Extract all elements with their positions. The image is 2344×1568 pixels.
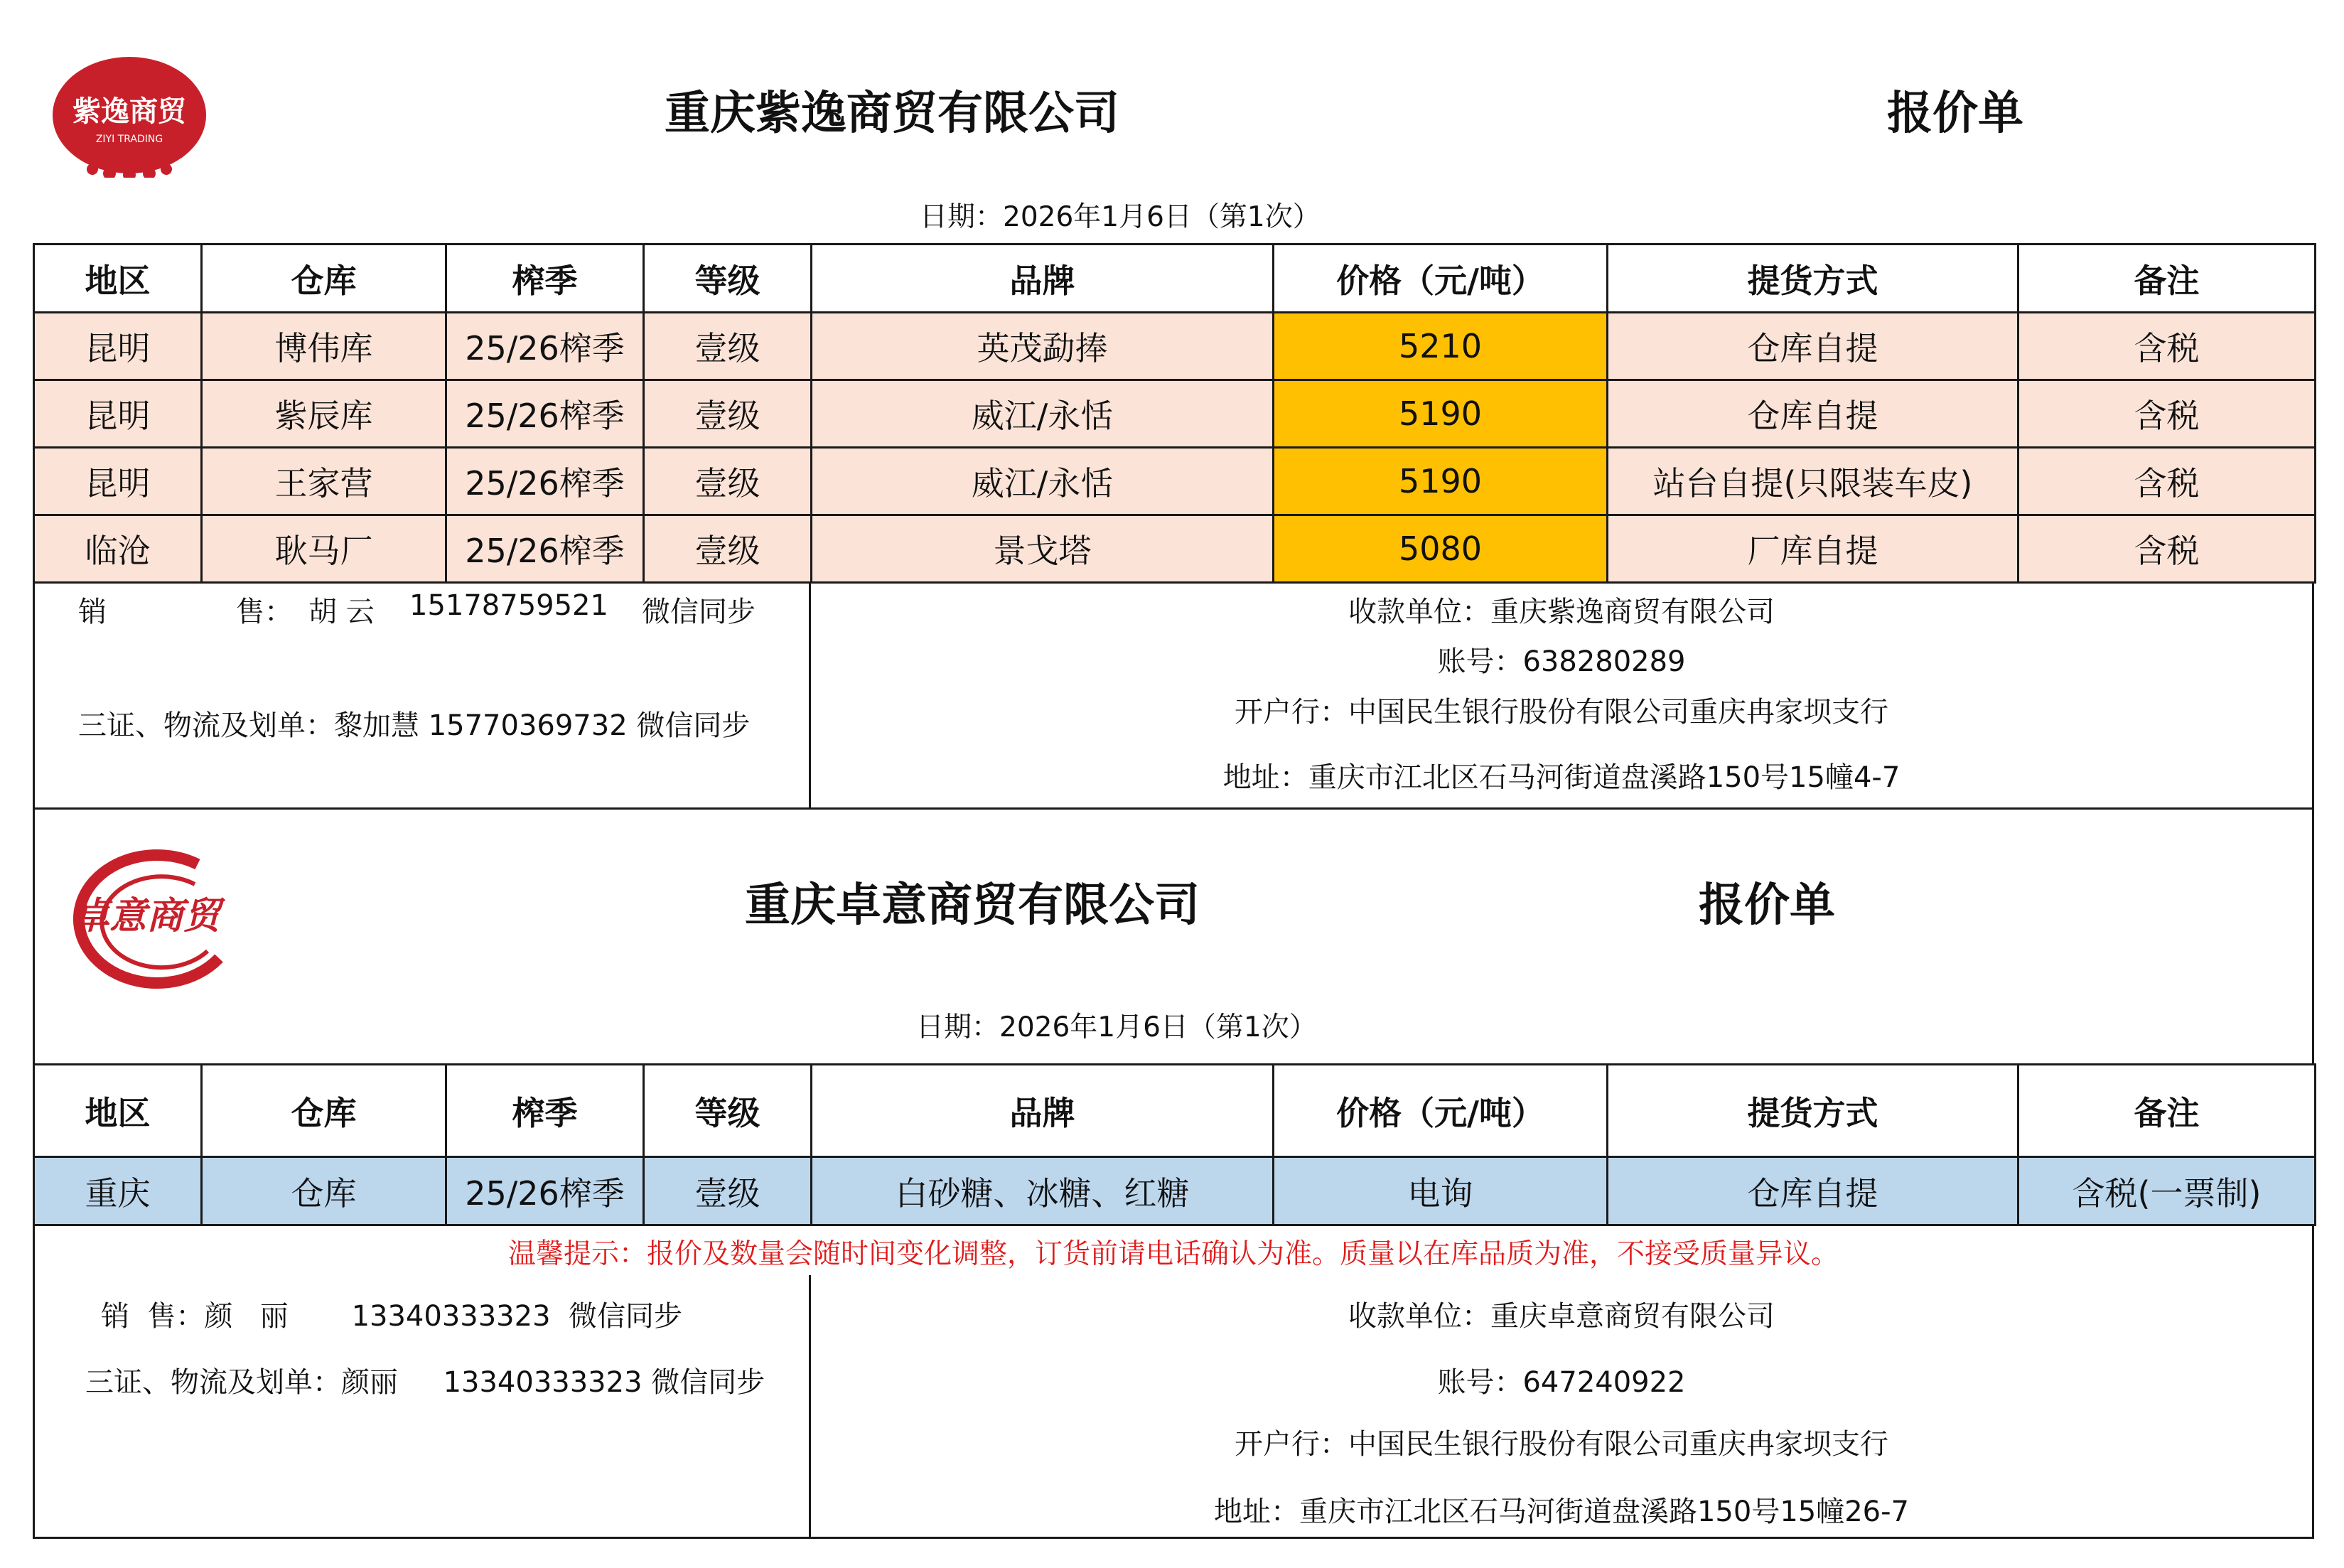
header-season: 榨季 — [446, 245, 644, 313]
header-delivery: 提货方式 — [1608, 1065, 2018, 1157]
cell-season: 25/26榨季 — [446, 1157, 644, 1225]
cell-price: 5190 — [1274, 448, 1608, 515]
ziyi-logo-subtext: ZIYI TRADING — [95, 134, 163, 145]
divider — [33, 1225, 35, 1539]
cell-note: 含税 — [2018, 515, 2316, 583]
divider — [33, 810, 35, 1065]
account-number: 账号：638280289 — [1437, 645, 1686, 678]
quote-date-2: 日期：2026年1月6日（第1次） — [916, 1011, 1317, 1043]
price-table-2 — [33, 1063, 2316, 1226]
zhuoyi-logo — [55, 844, 240, 994]
cell-grade: 壹级 — [644, 313, 812, 380]
company-title-2: 重庆卓意商贸有限公司 — [745, 879, 1200, 932]
cell-warehouse: 紫辰库 — [202, 380, 446, 448]
cell-delivery: 仓库自提 — [1608, 380, 2018, 448]
logistics-contact-2: 三证、物流及划单：颜丽 13340333323 微信同步 — [85, 1366, 765, 1399]
ziyi-logo-text: 紫逸商贸 — [72, 95, 186, 128]
cell-delivery: 厂库自提 — [1608, 515, 2018, 583]
header-season: 榨季 — [446, 1065, 644, 1157]
notice-text: 温馨提示：报价及数量会随时间变化调整，订货前请电话确认为准。质量以在库品质为准，不接受质量异议。 — [507, 1238, 1839, 1270]
sales-contact-2: 销 售：颜 丽 13340333323 微信同步 — [101, 1300, 682, 1333]
header-region: 地区 — [34, 245, 202, 313]
ziyi-logo — [51, 55, 208, 178]
header-brand: 品牌 — [812, 245, 1274, 313]
header-brand: 品牌 — [812, 1065, 1274, 1157]
header-note: 备注 — [2018, 245, 2316, 313]
header-grade: 等级 — [644, 1065, 812, 1157]
zhuoyi-logo-text: 卓意商贸 — [72, 895, 221, 938]
divider — [2312, 581, 2314, 810]
sales-label-a: 销 — [78, 596, 107, 628]
cell-season: 25/26榨季 — [446, 515, 644, 583]
cell-region: 重庆 — [34, 1157, 202, 1225]
cell-region: 临沧 — [34, 515, 202, 583]
header-delivery: 提货方式 — [1608, 245, 2018, 313]
sales-wechat: 微信同步 — [642, 596, 756, 628]
cell-price: 电询 — [1274, 1157, 1608, 1225]
cell-note: 含税 — [2018, 448, 2316, 515]
cell-brand: 景戈塔 — [812, 515, 1274, 583]
logistics-contact: 三证、物流及划单：黎加慧 15770369732 微信同步 — [78, 709, 751, 742]
zhuoyi-logo-graphic — [55, 844, 240, 994]
cell-region: 昆明 — [34, 448, 202, 515]
account-number-2: 账号：647240922 — [1437, 1366, 1686, 1399]
header-region: 地区 — [34, 1065, 202, 1157]
cell-brand: 白砂糖、冰糖、红糖 — [812, 1157, 1274, 1225]
cell-warehouse: 博伟库 — [202, 313, 446, 380]
quote-date-1: 日期：2026年1月6日（第1次） — [920, 201, 1321, 233]
cell-grade: 壹级 — [644, 515, 812, 583]
table-row — [34, 448, 2316, 515]
header-note: 备注 — [2018, 1065, 2316, 1157]
cell-price: 5080 — [1274, 515, 1608, 583]
cell-delivery: 仓库自提 — [1608, 1157, 2018, 1225]
payee: 收款单位：重庆紫逸商贸有限公司 — [1348, 596, 1775, 628]
cell-season: 25/26榨季 — [446, 448, 644, 515]
header-warehouse: 仓库 — [202, 245, 446, 313]
sales-label-b: 售： — [236, 596, 293, 628]
table-row — [34, 313, 2316, 380]
cell-region: 昆明 — [34, 313, 202, 380]
divider — [33, 1537, 2314, 1539]
cell-note: 含税 — [2018, 313, 2316, 380]
table-row — [34, 515, 2316, 583]
cell-delivery: 仓库自提 — [1608, 313, 2018, 380]
table-header-2 — [34, 1065, 2316, 1157]
cell-season: 25/26榨季 — [446, 380, 644, 448]
cell-note: 含税(一票制) — [2018, 1157, 2316, 1225]
cell-warehouse: 耿马厂 — [202, 515, 446, 583]
price-table-1 — [33, 243, 2316, 584]
sales-name: 胡 云 — [308, 596, 375, 628]
cell-brand: 威江/永恬 — [812, 448, 1274, 515]
doc-title-2: 报价单 — [1699, 879, 1835, 932]
table-row — [34, 1157, 2316, 1225]
address-2: 地址：重庆市江北区石马河街道盘溪路150号15幢26-7 — [1213, 1495, 1910, 1528]
company-title-1: 重庆紫逸商贸有限公司 — [665, 87, 1119, 140]
header-price: 价格（元/吨） — [1274, 245, 1608, 313]
cell-warehouse: 仓库 — [202, 1157, 446, 1225]
header-grade: 等级 — [644, 245, 812, 313]
cell-price: 5210 — [1274, 313, 1608, 380]
table-row — [34, 380, 2316, 448]
cell-brand: 威江/永恬 — [812, 380, 1274, 448]
bank-name-2: 开户行：中国民生银行股份有限公司重庆冉家坝支行 — [1235, 1428, 1888, 1461]
ziyi-logo-graphic — [51, 55, 208, 178]
cell-brand: 英茂勐捧 — [812, 313, 1274, 380]
divider — [33, 807, 2314, 810]
sales-phone: 15178759521 — [409, 589, 608, 622]
table-header-1 — [34, 245, 2316, 313]
cell-season: 25/26榨季 — [446, 313, 644, 380]
cell-price: 5190 — [1274, 380, 1608, 448]
doc-title-1: 报价单 — [1887, 87, 2023, 140]
payee-2: 收款单位：重庆卓意商贸有限公司 — [1348, 1300, 1775, 1333]
cell-warehouse: 王家营 — [202, 448, 446, 515]
cell-grade: 壹级 — [644, 448, 812, 515]
divider — [2312, 1225, 2314, 1539]
cell-delivery: 站台自提(只限装车皮) — [1608, 448, 2018, 515]
divider — [33, 581, 35, 810]
divider — [2312, 810, 2314, 1065]
cell-note: 含税 — [2018, 380, 2316, 448]
header-warehouse: 仓库 — [202, 1065, 446, 1157]
header-price: 价格（元/吨） — [1274, 1065, 1608, 1157]
address: 地址：重庆市江北区石马河街道盘溪路150号15幢4-7 — [1222, 761, 1901, 794]
cell-region: 昆明 — [34, 380, 202, 448]
cell-grade: 壹级 — [644, 1157, 812, 1225]
cell-grade: 壹级 — [644, 380, 812, 448]
bank-name: 开户行：中国民生银行股份有限公司重庆冉家坝支行 — [1235, 696, 1888, 729]
